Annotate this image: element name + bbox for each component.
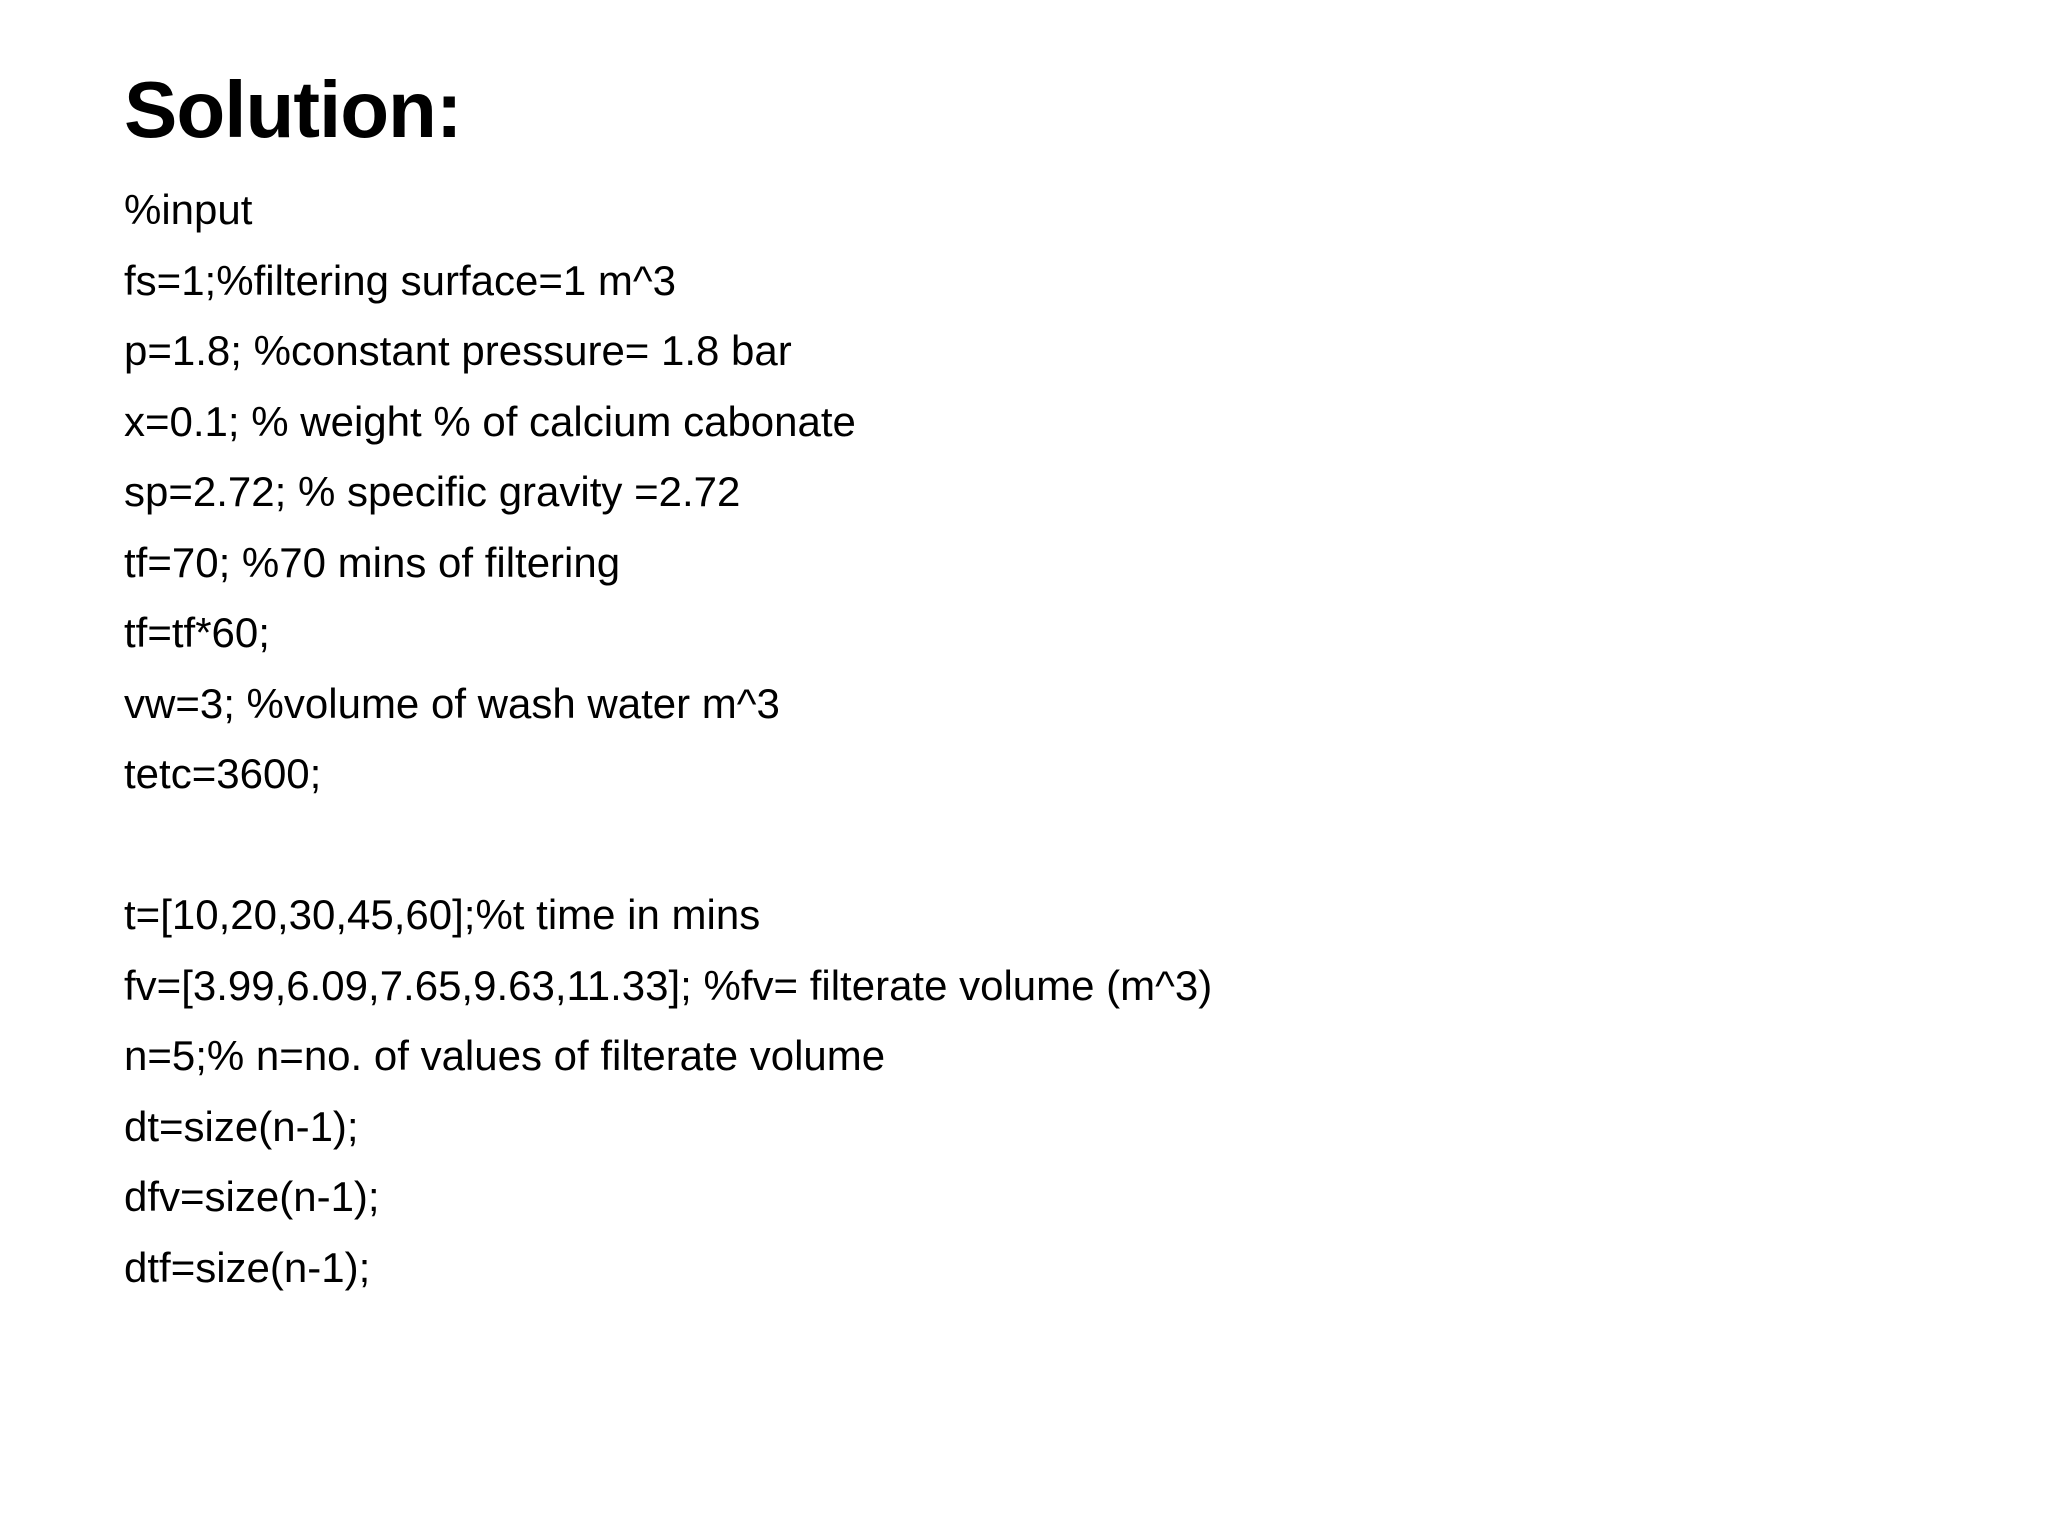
code-line-fv: fv=[3.99,6.09,7.65,9.63,11.33]; %fv= filterate volume (m^3): [124, 961, 1213, 1009]
code-line-x: x=0.1; % weight % of calcium cabonate: [124, 397, 856, 445]
code-line-n: n=5;% n=no. of values of filterate volume: [124, 1032, 886, 1079]
code-line-tf: tf=70; %70 mins of filtering: [124, 538, 621, 586]
code-line-t: t=[10,20,30,45,60];%t time in mins: [124, 891, 761, 938]
slide-title: Solution:: [124, 65, 462, 154]
code-line-sp: sp=2.72; % specific gravity =2.72: [124, 468, 741, 515]
code-body: [124, 175, 1974, 1303]
code-line-dfv: dfv=size(n-1);: [124, 1173, 380, 1220]
code-line-dt: dt=size(n-1);: [124, 1102, 359, 1150]
code-line-dtf: dtf=size(n-1);: [124, 1243, 371, 1291]
code-line-input-comment: %input: [124, 186, 253, 233]
code-line-tetc: tetc=3600;: [124, 750, 322, 797]
code-line-tf-conversion: tf=tf*60;: [124, 609, 270, 656]
code-line-vw: vw=3; %volume of wash water m^3: [124, 679, 780, 727]
code-line-p: p=1.8; %constant pressure= 1.8 bar: [124, 327, 792, 374]
blank-line: [124, 810, 1974, 881]
code-line-fs: fs=1;%filtering surface=1 m^3: [124, 256, 676, 304]
